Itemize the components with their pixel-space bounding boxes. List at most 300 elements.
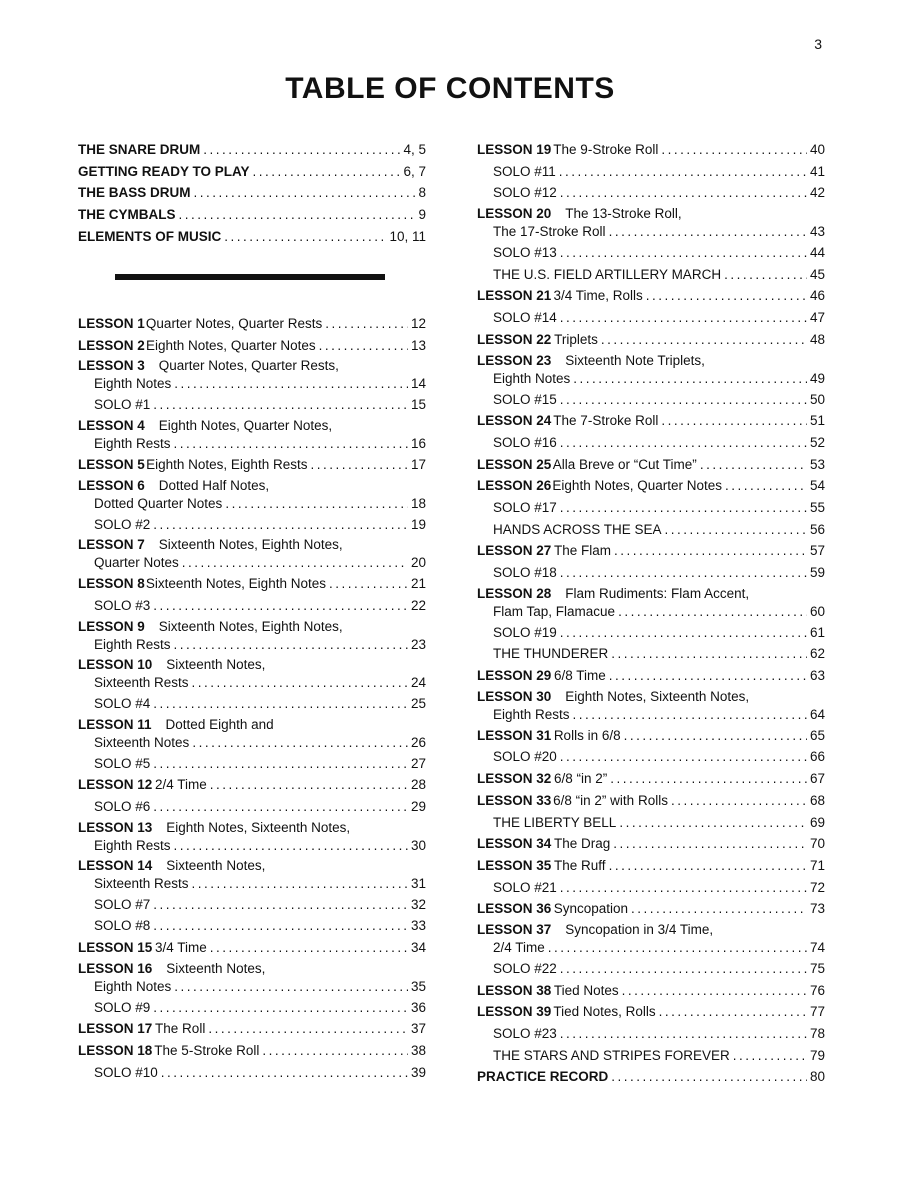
lesson-title: The Ruff	[554, 857, 606, 873]
lesson-title: Sixteenth Note Triplets,	[565, 352, 705, 368]
dot-leader	[194, 182, 416, 204]
lesson-title: 6/8 Time	[554, 668, 606, 684]
dot-leader	[611, 1066, 807, 1088]
page-ref: 38	[410, 1043, 426, 1058]
entry-title: SOLO #6	[94, 798, 151, 814]
lesson-number: LESSON 24	[477, 413, 552, 429]
toc-entry[interactable]	[477, 687, 825, 725]
dot-leader	[153, 753, 408, 775]
dot-leader	[153, 514, 408, 536]
dot-leader	[319, 335, 408, 357]
entry-title: SOLO #1	[94, 397, 151, 413]
dot-leader	[560, 877, 807, 899]
toc-sub-entry[interactable]	[78, 394, 426, 416]
lesson-number: LESSON 9	[78, 618, 145, 634]
entry-line-continued	[477, 369, 825, 389]
entry-title: SOLO #21	[493, 879, 557, 895]
dot-leader	[210, 774, 408, 796]
toc-entry[interactable]	[477, 855, 825, 877]
lesson-title: Eighth Notes, Sixteenth Notes,	[166, 819, 351, 835]
page-ref: 13	[410, 337, 426, 353]
lesson-list-left	[78, 313, 426, 1083]
lesson-title-continued: The 17-Stroke Roll	[493, 224, 606, 240]
page-ref: 74	[809, 939, 825, 955]
toc-entry[interactable]	[477, 410, 825, 432]
dot-leader	[665, 519, 807, 541]
entry-line-continued	[78, 836, 426, 856]
entry-line-continued	[78, 733, 426, 753]
dot-leader	[609, 855, 807, 877]
dot-leader	[161, 1062, 408, 1084]
dot-leader	[153, 915, 408, 937]
lesson-number: LESSON 26	[477, 478, 552, 494]
entry-title: SOLO #23	[493, 1026, 557, 1041]
toc-entry[interactable]	[477, 1001, 825, 1023]
toc-entry[interactable]	[477, 139, 825, 161]
entry-title: SOLO #19	[493, 624, 557, 640]
toc-sub-entry[interactable]	[477, 622, 825, 644]
lesson-title: Rolls in 6/8	[553, 727, 621, 743]
toc-entry[interactable]	[477, 329, 825, 351]
lesson-title: The Drag	[553, 836, 611, 852]
entry-line-continued	[477, 602, 825, 622]
lesson-title: Tied Notes, Rolls	[553, 1004, 656, 1020]
toc-entry[interactable]	[477, 790, 825, 812]
lesson-title: Eighth Notes, Quarter Notes,	[158, 418, 333, 434]
dot-leader	[613, 833, 807, 855]
dot-leader	[153, 894, 408, 916]
page-ref: 10, 11	[389, 228, 426, 244]
entry-line	[78, 617, 426, 635]
entry-line	[477, 584, 825, 602]
dot-leader	[548, 938, 807, 958]
entry-title: THE BASS DRUM	[78, 185, 191, 201]
dot-leader	[224, 226, 386, 248]
toc-entry[interactable]	[477, 204, 825, 242]
toc-sub-entry[interactable]	[477, 264, 825, 286]
page-ref: 66	[809, 749, 825, 765]
entry-title: ELEMENTS OF MUSIC	[78, 228, 222, 244]
toc-sub-entry[interactable]	[477, 812, 825, 834]
lesson-number: LESSON 23	[477, 352, 552, 368]
toc-sub-entry[interactable]	[78, 894, 426, 916]
toc-sub-entry[interactable]	[477, 746, 825, 768]
toc-sub-entry[interactable]	[477, 562, 825, 584]
page-ref: 25	[410, 695, 426, 711]
lesson-title: Syncopation in 3/4 Time,	[565, 921, 714, 937]
dot-leader	[661, 410, 807, 432]
toc-entry[interactable]	[477, 540, 825, 562]
lesson-title-continued: Eighth Rests	[94, 837, 171, 853]
lesson-title: 6/8 “in 2” with Rolls	[553, 792, 668, 808]
toc-entry[interactable]	[78, 454, 426, 476]
entry-title: THE SNARE DRUM	[78, 142, 201, 157]
lesson-title: Eighth Notes, Sixteenth Notes,	[565, 688, 750, 704]
page-ref: 21	[410, 576, 426, 592]
page-ref: 56	[809, 521, 825, 537]
toc-entry[interactable]	[78, 204, 426, 226]
toc-entry[interactable]	[477, 285, 825, 307]
lesson-title-continued: Dotted Quarter Notes	[94, 495, 223, 511]
toc-entry[interactable]	[78, 715, 426, 753]
lesson-number: LESSON 32	[477, 771, 552, 787]
entry-line	[78, 959, 426, 977]
page-ref: 32	[410, 896, 426, 912]
dot-leader	[560, 1023, 807, 1045]
entry-line	[78, 715, 426, 733]
dot-leader	[192, 733, 408, 753]
toc-entry[interactable]	[477, 665, 825, 687]
entry-line	[78, 655, 426, 673]
lesson-title: The 9-Stroke Roll	[553, 142, 659, 157]
lesson-number: LESSON 31	[477, 727, 552, 743]
dot-leader	[725, 475, 807, 497]
page-ref: 76	[809, 982, 825, 998]
lesson-title: Sixteenth Notes, Eighth Notes,	[158, 618, 343, 634]
lesson-title-continued: Eighth Notes	[94, 978, 172, 994]
lesson-title: Flam Rudiments: Flam Accent,	[565, 585, 750, 601]
entry-line	[477, 351, 825, 369]
toc-entry[interactable]	[477, 833, 825, 855]
entry-line-continued	[78, 635, 426, 655]
page-ref: 53	[809, 456, 825, 472]
toc-entry[interactable]	[78, 573, 426, 595]
page-ref: 16	[410, 436, 426, 452]
toc-sub-entry[interactable]	[78, 915, 426, 937]
lesson-title: Triplets	[554, 331, 598, 347]
entry-line-continued	[477, 222, 825, 242]
lesson-title-continued: Eighth Rests	[94, 436, 171, 452]
dot-leader	[560, 182, 807, 204]
entry-line-continued	[477, 938, 825, 958]
lesson-number: LESSON 27	[477, 543, 552, 559]
toc-sub-entry[interactable]	[477, 1045, 825, 1067]
toc-entry[interactable]	[78, 818, 426, 856]
toc-sub-entry[interactable]	[477, 182, 825, 204]
toc-sub-entry[interactable]	[477, 242, 825, 264]
lesson-number: LESSON 13	[78, 819, 153, 835]
dot-leader	[192, 673, 408, 693]
dot-leader	[622, 980, 807, 1002]
page-ref: 73	[809, 901, 825, 917]
toc-entry[interactable]	[477, 980, 825, 1002]
page-ref: 42	[809, 185, 825, 201]
lesson-title-continued: Flam Tap, Flamacue	[493, 603, 616, 619]
toc-entry[interactable]	[477, 725, 825, 747]
entry-title: SOLO #14	[493, 310, 557, 326]
page-ref: 26	[410, 734, 426, 750]
toc-sub-entry[interactable]	[78, 1062, 426, 1084]
lesson-title: Tied Notes	[553, 982, 619, 998]
toc-entry[interactable]	[78, 1040, 426, 1062]
dot-leader	[733, 1045, 807, 1067]
page-ref: 19	[410, 516, 426, 532]
page-ref: 28	[410, 777, 426, 793]
entry-line-continued	[78, 874, 426, 894]
entry-line-continued	[78, 434, 426, 454]
entry-title: SOLO #15	[493, 391, 557, 407]
dot-leader	[700, 454, 807, 476]
toc-entry[interactable]	[78, 313, 426, 335]
page-ref: 75	[809, 960, 825, 976]
page-ref: 14	[410, 376, 426, 392]
lesson-list-right	[477, 139, 825, 1088]
entry-title: THE U.S. FIELD ARTILLERY MARCH	[493, 266, 722, 282]
entry-title: SOLO #16	[493, 434, 557, 450]
dot-leader	[614, 540, 807, 562]
page-ref: 71	[809, 857, 825, 873]
entry-title: SOLO #9	[94, 999, 151, 1015]
dot-leader	[325, 313, 408, 335]
lesson-number: LESSON 35	[477, 857, 552, 873]
page-ref: 62	[809, 646, 825, 662]
entry-line-continued	[78, 977, 426, 997]
toc-entry[interactable]	[477, 768, 825, 790]
dot-leader	[610, 768, 807, 790]
dot-leader	[624, 725, 807, 747]
toc-entry[interactable]	[78, 226, 426, 248]
lesson-title: 6/8 “in 2”	[554, 771, 608, 787]
page-ref: 9	[418, 207, 426, 223]
page-ref: 61	[809, 624, 825, 640]
toc-sub-entry[interactable]	[477, 1023, 825, 1045]
lesson-number: LESSON 8	[78, 576, 145, 592]
toc-entry[interactable]	[477, 584, 825, 622]
page-ref: 52	[809, 434, 825, 450]
toc-entry[interactable]	[78, 182, 426, 204]
dot-leader	[618, 602, 807, 622]
dot-leader	[174, 374, 408, 394]
dot-leader	[153, 997, 408, 1019]
lesson-number: LESSON 33	[477, 792, 552, 808]
entry-title: THE LIBERTY BELL	[493, 814, 617, 830]
dot-leader	[203, 139, 400, 161]
toc-entry[interactable]	[78, 335, 426, 357]
lesson-title-continued: Sixteenth Notes	[94, 734, 190, 750]
dot-leader	[225, 494, 408, 514]
lesson-number: LESSON 5	[78, 457, 145, 473]
page-ref: 64	[809, 706, 825, 722]
dot-leader	[208, 1018, 408, 1040]
entry-title: HANDS ACROSS THE SEA	[493, 521, 662, 537]
dot-leader	[560, 622, 807, 644]
page-ref: 29	[410, 798, 426, 814]
toc-entry[interactable]	[78, 617, 426, 655]
dot-leader	[253, 161, 401, 183]
lesson-title: Sixteenth Notes,	[166, 960, 266, 976]
entry-title: SOLO #17	[493, 499, 557, 515]
lesson-number: LESSON 18	[78, 1043, 153, 1058]
entry-line-continued	[78, 673, 426, 693]
page-ref: 33	[410, 918, 426, 934]
dot-leader	[724, 264, 807, 286]
dot-leader	[153, 595, 408, 617]
entry-title: SOLO #2	[94, 516, 151, 532]
lesson-number: LESSON 14	[78, 857, 153, 873]
dot-leader	[210, 937, 408, 959]
toc-sub-entry[interactable]	[477, 432, 825, 454]
page-ref: 48	[809, 331, 825, 347]
dot-leader	[560, 497, 807, 519]
page-ref: 78	[809, 1026, 825, 1041]
lesson-number: LESSON 7	[78, 537, 145, 553]
entry-title: PRACTICE RECORD	[477, 1069, 609, 1085]
toc-sub-entry[interactable]	[78, 693, 426, 715]
toc-sub-entry[interactable]	[477, 519, 825, 541]
lesson-title: Eighth Notes, Quarter Notes	[552, 478, 723, 494]
dot-leader	[174, 836, 408, 856]
dot-leader	[619, 812, 807, 834]
toc-entry[interactable]	[477, 475, 825, 497]
entry-line-continued	[477, 705, 825, 725]
page-number: 3	[814, 36, 822, 52]
toc-entry[interactable]	[78, 161, 426, 183]
dot-leader	[573, 705, 807, 725]
toc-sub-entry[interactable]	[477, 877, 825, 899]
page-ref: 60	[809, 603, 825, 619]
dot-leader	[310, 454, 408, 476]
dot-leader	[631, 898, 807, 920]
lesson-title: The 13-Stroke Roll,	[565, 206, 682, 222]
toc-sub-entry[interactable]	[78, 753, 426, 775]
entry-line	[78, 356, 426, 374]
toc-sub-entry[interactable]	[78, 595, 426, 617]
entry-title: SOLO #4	[94, 695, 151, 711]
lesson-number: LESSON 38	[477, 982, 552, 998]
entry-title: SOLO #13	[493, 245, 557, 261]
toc-entry[interactable]	[78, 655, 426, 693]
page-ref: 17	[410, 457, 426, 473]
entry-title: SOLO #7	[94, 896, 151, 912]
lesson-title-continued: Eighth Rests	[94, 636, 171, 652]
toc-sub-entry[interactable]	[477, 643, 825, 665]
entry-title: THE STARS AND STRIPES FOREVER	[493, 1047, 730, 1063]
entry-title: SOLO #22	[493, 960, 557, 976]
dot-leader	[174, 977, 408, 997]
dot-leader	[153, 693, 408, 715]
page-ref: 35	[410, 978, 426, 994]
toc-entry[interactable]	[78, 416, 426, 454]
toc-sub-entry[interactable]	[477, 161, 825, 183]
lesson-number: LESSON 11	[78, 716, 152, 732]
lesson-number: LESSON 6	[78, 477, 145, 493]
entry-line	[78, 535, 426, 553]
toc-entry[interactable]	[78, 476, 426, 514]
page-ref: 4, 5	[403, 142, 426, 157]
lesson-title: 3/4 Time	[155, 939, 207, 955]
lesson-number: LESSON 29	[477, 668, 552, 684]
lesson-number: LESSON 12	[78, 777, 153, 793]
lesson-title: Sixteenth Notes, Eighth Notes,	[158, 537, 343, 553]
entry-line	[78, 818, 426, 836]
toc-entry[interactable]	[477, 898, 825, 920]
toc-entry[interactable]	[78, 535, 426, 573]
lesson-number: LESSON 30	[477, 688, 552, 704]
dot-leader	[609, 222, 807, 242]
dot-leader	[192, 874, 408, 894]
dot-leader	[659, 1001, 807, 1023]
page-ref: 8	[418, 185, 426, 201]
page-ref: 6, 7	[403, 163, 426, 179]
lesson-title: The Roll	[155, 1021, 206, 1037]
page-ref: 31	[410, 875, 426, 891]
toc-entry[interactable]	[78, 959, 426, 997]
lesson-number: LESSON 22	[477, 331, 552, 347]
lesson-title-continued: Sixteenth Rests	[94, 674, 189, 690]
toc-sub-entry[interactable]	[477, 497, 825, 519]
toc-entry[interactable]	[477, 1066, 825, 1088]
page-ref: 57	[809, 543, 825, 559]
page-ref: 34	[410, 939, 426, 955]
lesson-title: 3/4 Time, Rolls	[553, 288, 643, 304]
entry-title: SOLO #8	[94, 918, 151, 934]
lesson-number: LESSON 16	[78, 960, 153, 976]
toc-entry[interactable]	[477, 454, 825, 476]
toc-entry[interactable]	[477, 351, 825, 389]
toc-entry[interactable]	[78, 774, 426, 796]
toc-entry[interactable]	[78, 1018, 426, 1040]
section-divider	[115, 274, 385, 280]
page-ref: 79	[809, 1047, 825, 1063]
lesson-title: Quarter Notes, Quarter Rests,	[158, 358, 339, 374]
lesson-number: LESSON 19	[477, 142, 552, 157]
lesson-title: Sixteenth Notes,	[166, 857, 266, 873]
lesson-title: The 5-Stroke Roll	[154, 1043, 260, 1058]
dot-leader	[262, 1040, 408, 1062]
lesson-number: LESSON 37	[477, 921, 552, 937]
toc-sub-entry[interactable]	[78, 796, 426, 818]
entry-title: SOLO #18	[493, 565, 557, 580]
toc-sub-entry[interactable]	[477, 958, 825, 980]
toc-entry[interactable]	[477, 920, 825, 958]
lesson-number: LESSON 15	[78, 939, 153, 955]
lesson-number: LESSON 3	[78, 358, 145, 374]
lesson-number: LESSON 21	[477, 288, 552, 304]
page-ref: 50	[809, 391, 825, 407]
lesson-title: Eighth Notes, Quarter Notes	[146, 337, 316, 353]
entry-line	[477, 920, 825, 938]
toc-sub-entry[interactable]	[78, 997, 426, 1019]
toc-sub-entry[interactable]	[477, 389, 825, 411]
lesson-title-continued: Eighth Notes	[493, 370, 571, 386]
dot-leader	[661, 139, 807, 161]
toc-entry[interactable]	[78, 856, 426, 894]
page-ref: 44	[809, 245, 825, 261]
page-ref: 39	[410, 1064, 426, 1080]
page-ref: 41	[809, 163, 825, 179]
lesson-number: LESSON 34	[477, 836, 552, 852]
dot-leader	[559, 161, 807, 183]
dot-leader	[182, 553, 408, 573]
toc-sub-entry[interactable]	[78, 514, 426, 536]
entry-title: SOLO #5	[94, 755, 151, 771]
intro-list	[78, 139, 426, 247]
page-ref: 12	[410, 316, 426, 331]
toc-entry[interactable]	[78, 139, 426, 161]
dot-leader	[560, 958, 807, 980]
dot-leader	[573, 369, 807, 389]
toc-sub-entry[interactable]	[477, 307, 825, 329]
entry-title: SOLO #10	[94, 1064, 158, 1080]
toc-entry[interactable]	[78, 937, 426, 959]
lesson-number: LESSON 17	[78, 1021, 153, 1037]
dot-leader	[560, 746, 807, 768]
entry-title: GETTING READY TO PLAY	[78, 163, 250, 179]
toc-entry[interactable]	[78, 356, 426, 394]
lesson-title: The Flam	[553, 543, 611, 559]
entry-line	[78, 856, 426, 874]
dot-leader	[646, 285, 807, 307]
